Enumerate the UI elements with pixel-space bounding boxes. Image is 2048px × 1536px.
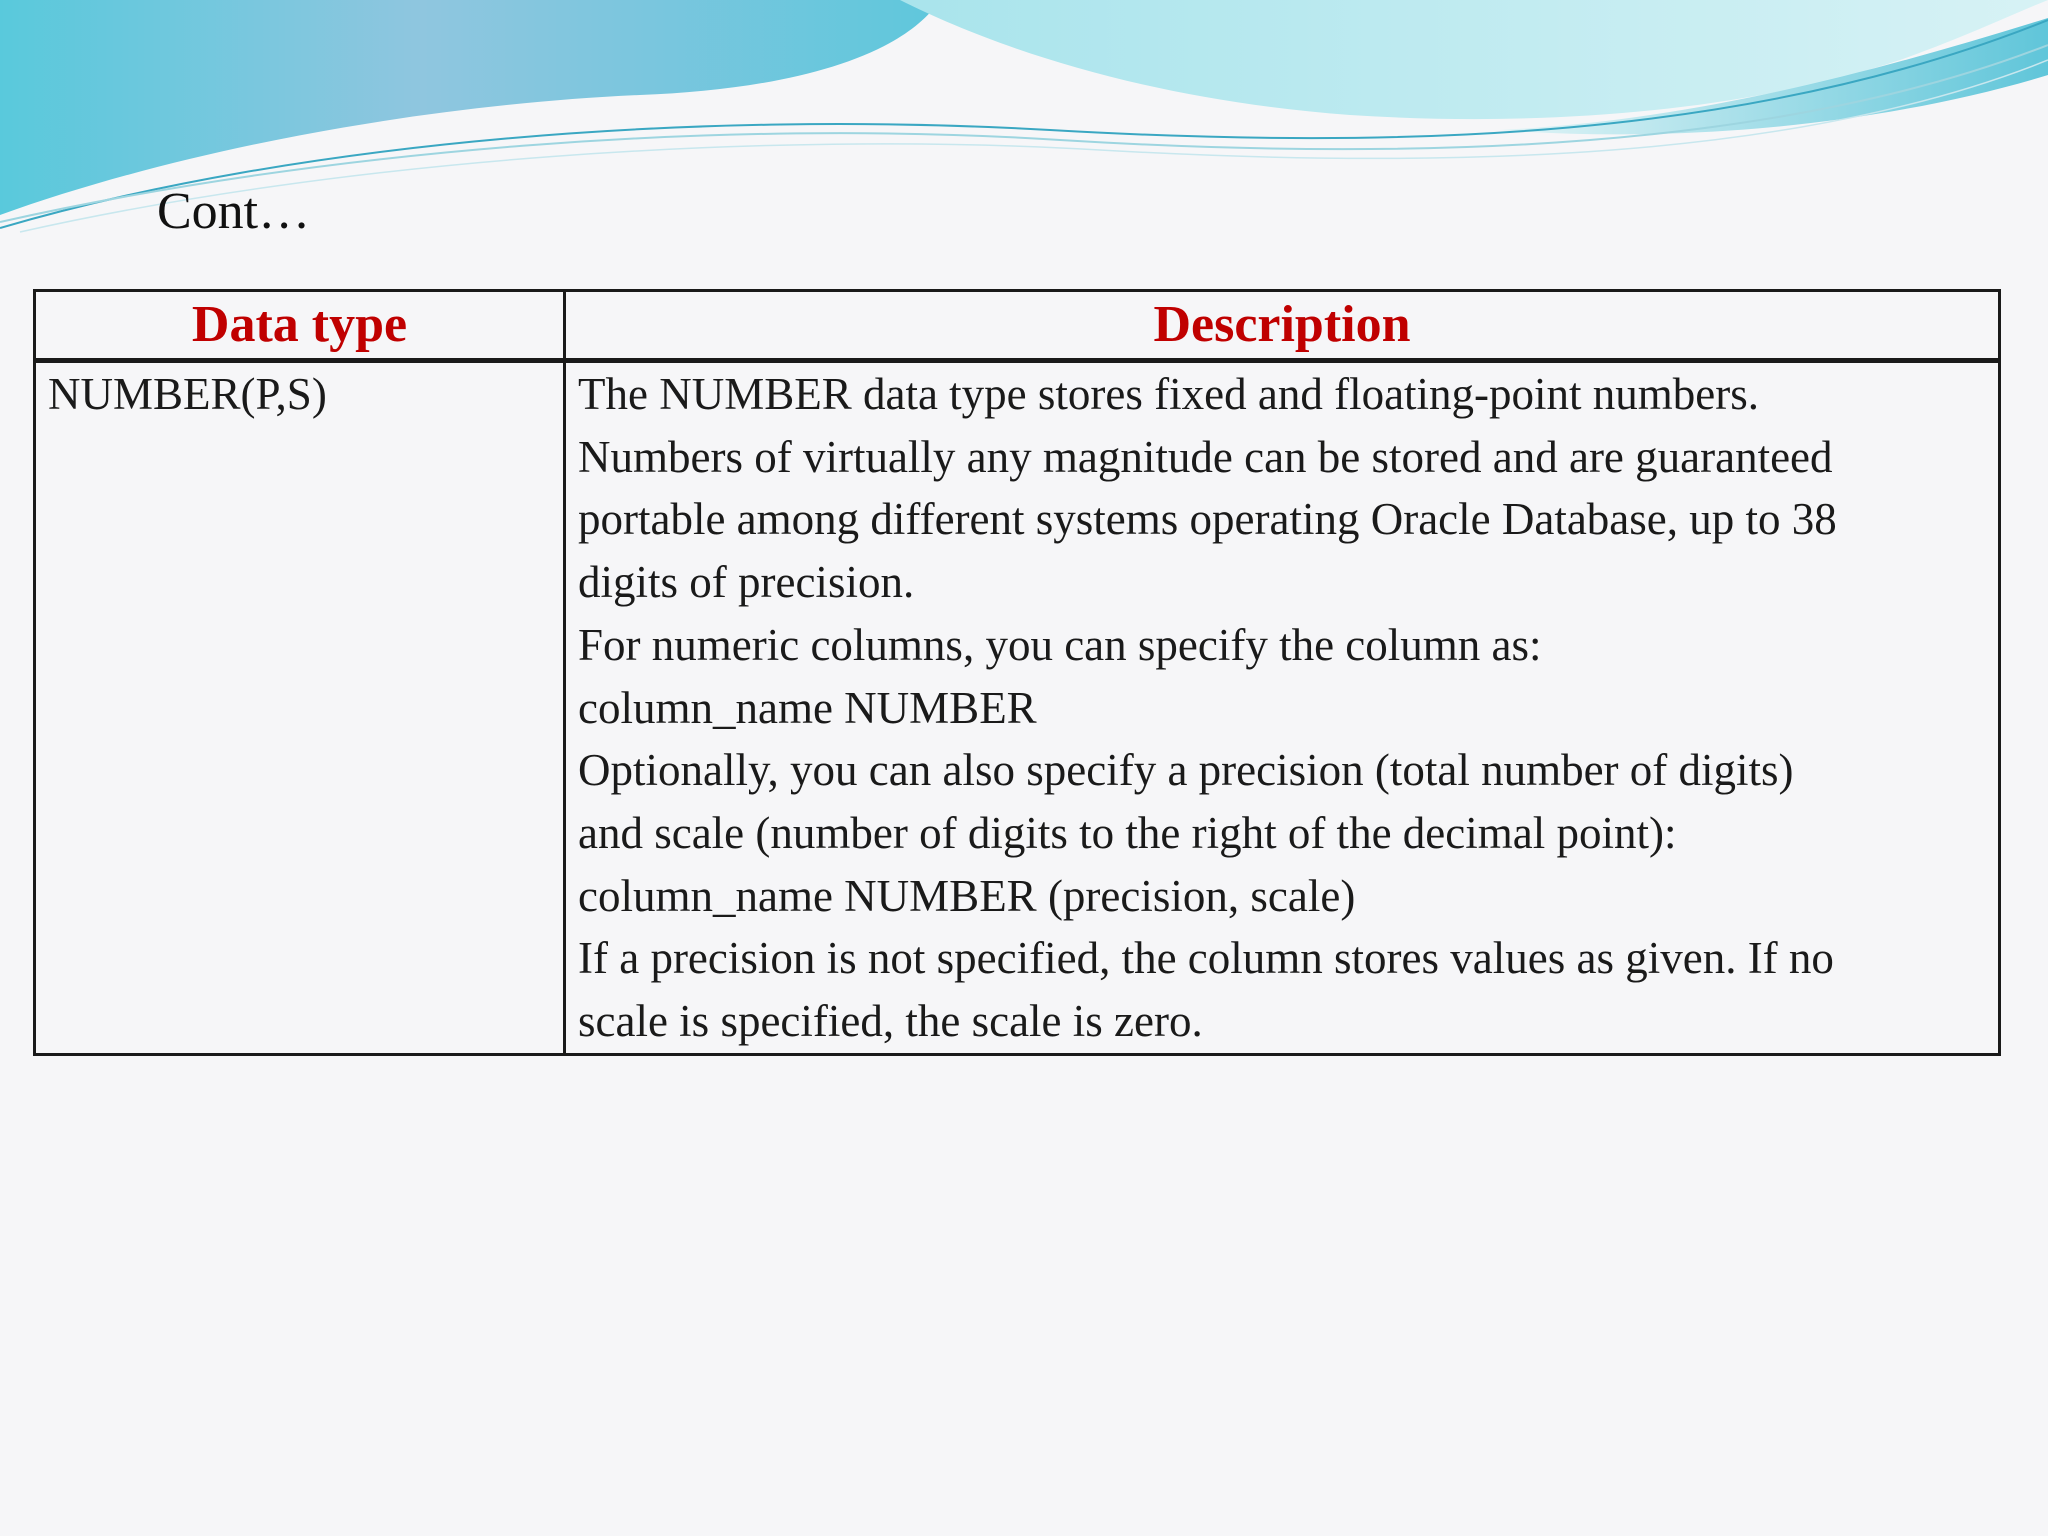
data-type-table [33, 289, 2001, 1056]
column-header-description: Description [565, 291, 2000, 361]
description-line: The NUMBER data type stores fixed and floating-point numbers. [578, 369, 1760, 419]
description-line: digits of precision. [578, 557, 915, 608]
description-line: For numeric columns, you can specify the column as: [578, 619, 1542, 670]
description-line: Optionally, you can also specify a precision (total number of digits) [578, 745, 1794, 796]
description-line: scale is specified, the scale is zero. [578, 996, 1203, 1047]
column-header-data-type: Data type [35, 291, 565, 361]
description-line: column_name NUMBER (precision, scale) [578, 870, 1356, 921]
description-line: and scale (number of digits to the right of the decimal point): [578, 807, 1677, 858]
description-line: portable among different systems operating Oracle Database, up to 38 [578, 494, 1837, 545]
description-cell [565, 361, 2000, 1055]
description-line: column_name NUMBER [578, 682, 1037, 733]
description-line: Numbers of virtually any magnitude can be stored and are guaranteed [578, 431, 1833, 482]
table-header-row [35, 291, 2000, 361]
data-type-cell: NUMBER(P,S) [35, 361, 565, 1055]
table-row [35, 361, 2000, 1055]
slide-title: Cont… [157, 183, 311, 240]
description-line: If a precision is not specified, the column stores values as given. If no [578, 933, 1834, 984]
